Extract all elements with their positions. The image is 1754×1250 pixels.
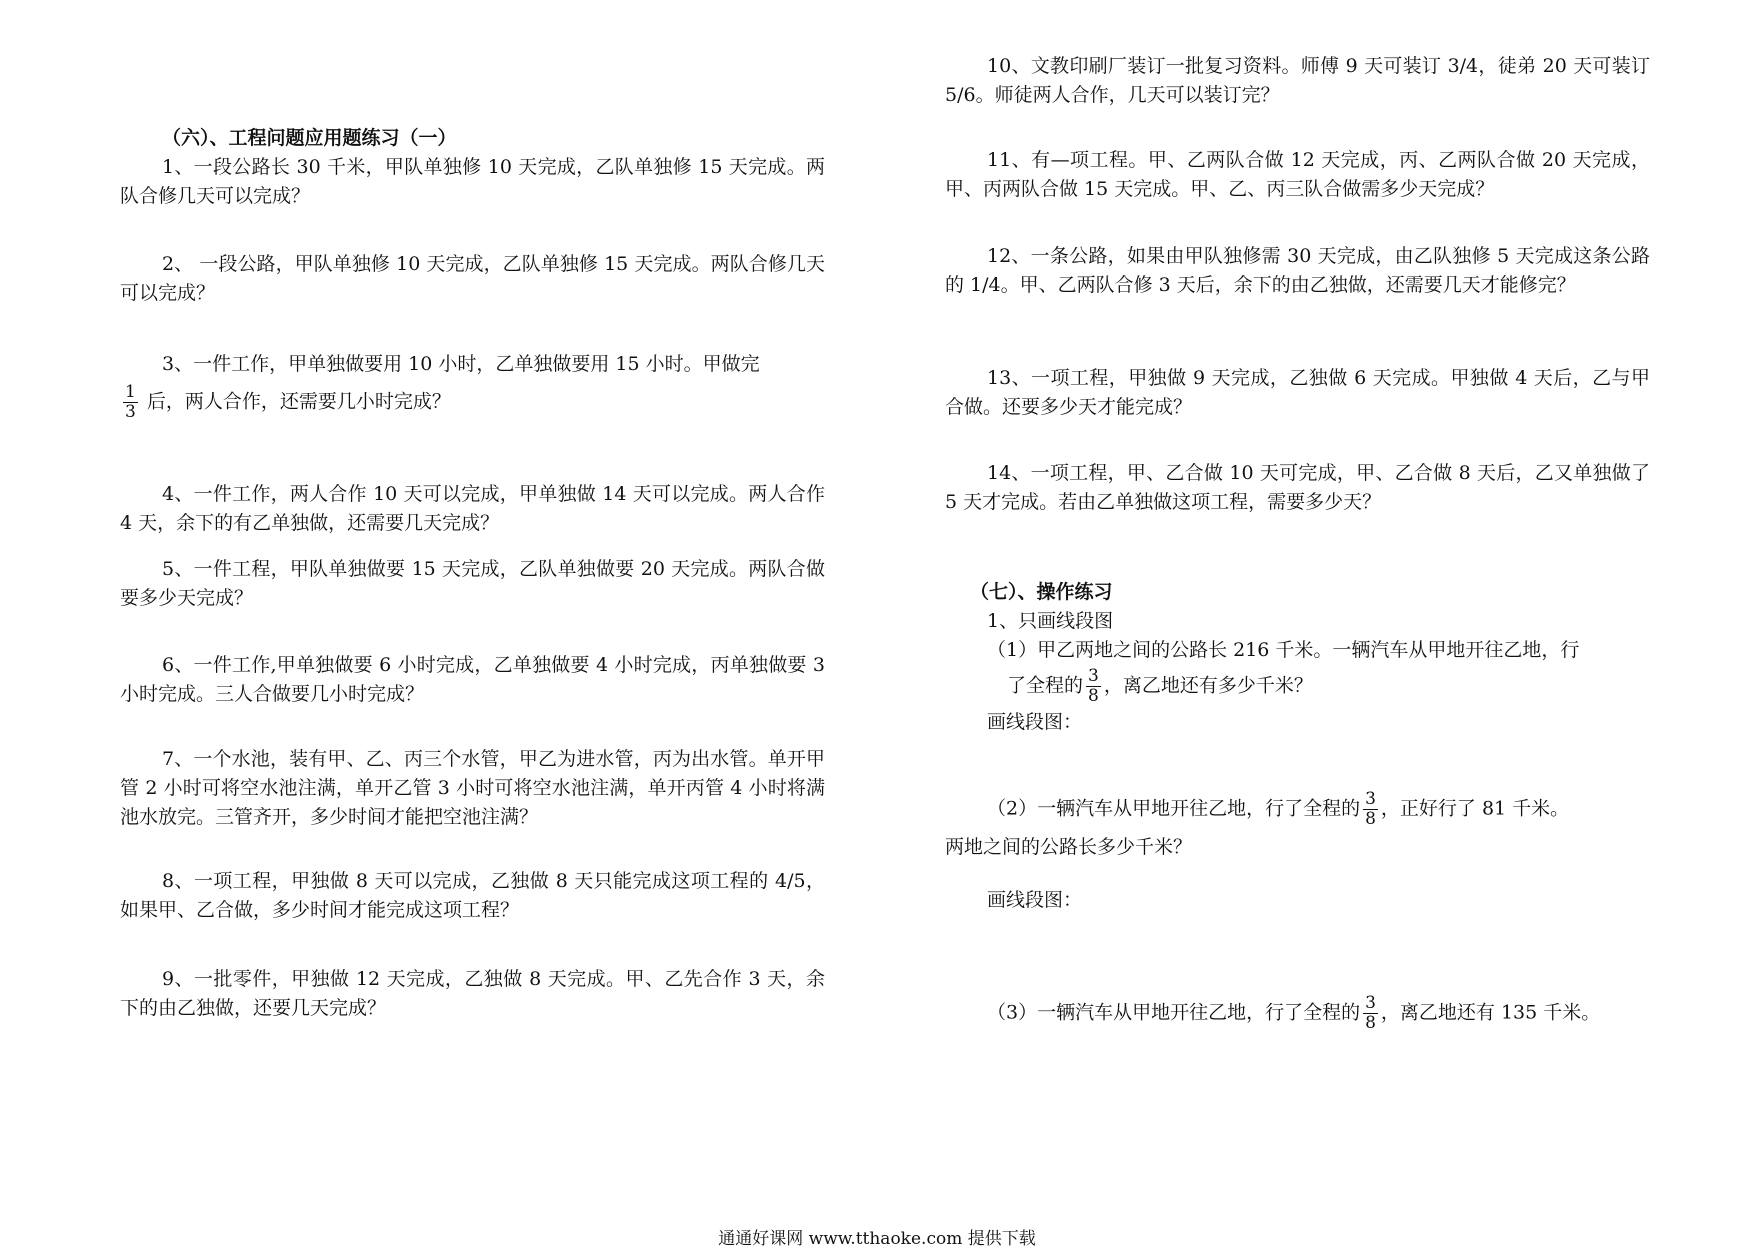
section-six-heading: （六）、工程问题应用题练习（一） [162, 127, 457, 149]
fraction-one-third [123, 383, 138, 422]
question-7: 7、一个水池，装有甲、乙、丙三个水管，甲乙为进水管，丙为出水管。单开甲管 2 小时可将空水池注满，单开乙管 3 小时可将空水池注满，单开丙管 4 小时将满池水放完。三管齐开，多少时间才能把空池注满？ [120, 748, 825, 828]
problem-2-line1 [945, 790, 1650, 829]
draw-diagram-label-1: 画线段图： [987, 711, 1083, 733]
draw-diagram-label-2: 画线段图： [987, 889, 1083, 911]
problem-2-line1-text: （2）一辆汽车从甲地开往乙地，行了全程的 [987, 797, 1361, 820]
section-seven-block [945, 578, 1650, 737]
question-8: 8、一项工程，甲独做 8 天可以完成，乙独做 8 天只能完成这项工程的 4/5，如果甲、乙合做，多少时间才能完成这项工程？ [120, 870, 825, 921]
question-3-line2-text: 后，两人合作，还需要几小时完成？ [140, 390, 451, 413]
problem-3-line1-text: （3）一辆汽车从甲地开往乙地，行了全程的 [987, 1001, 1361, 1024]
section-seven-heading: （七）、操作练习 [970, 581, 1113, 603]
problem-1-line2-tail: ，离乙地还有多少千米？ [1103, 674, 1313, 697]
question-6-block [120, 651, 825, 709]
question-4-block [120, 480, 825, 538]
question-11: 11、有—项工程。甲、乙两队合做 12 天完成，丙、乙两队合做 20 天完成，甲、丙两队合做 15 天完成。甲、乙、丙三队合做需多少天完成？ [945, 149, 1650, 200]
question-10: 10、文教印刷厂装订一批复习资料。师傅 9 天可装订 3/4，徒弟 20 天可装订 5/6。师徒两人合作，几天可以装订完？ [945, 55, 1650, 106]
question-10-block [945, 52, 1650, 110]
question-9: 9、一批零件，甲独做 12 天完成，乙独做 8 天完成。甲、乙先合作 3 天，余下的由乙独做，还要几天完成？ [120, 968, 825, 1019]
question-2: 2、 一段公路，甲队单独修 10 天完成，乙队单独修 15 天完成。两队合修几天可以完成？ [120, 253, 825, 304]
page-footer: 通通好课网 www.tthaoke.com 提供下载 [718, 1229, 1036, 1249]
problem-2-line2: 两地之间的公路长多少千米？ [945, 836, 1193, 858]
problem-2-block [945, 790, 1650, 862]
fraction-numerator: 3 [1365, 993, 1376, 1013]
fraction-numerator: 3 [1088, 666, 1099, 686]
section-six-block [120, 124, 825, 211]
fraction-numerator: 3 [1365, 789, 1376, 809]
problem-1-line2 [945, 667, 1650, 706]
question-7-block [120, 745, 825, 832]
question-3-block [120, 350, 825, 422]
question-4: 4、一件工作，两人合作 10 天可以完成，甲单独做 14 天可以完成。两人合作 4 天，余下的有乙单独做，还需要几天完成？ [120, 483, 825, 534]
problem-3-block [945, 994, 1650, 1033]
question-13: 13、一项工程，甲独做 9 天完成，乙独做 6 天完成。甲独做 4 天后，乙与甲合做。还要多少天才能完成？ [945, 367, 1650, 418]
fraction-three-eighths [1363, 790, 1378, 829]
question-3-line1: 3、一件工作，甲单独做要用 10 小时，乙单独做要用 15 小时。甲做完 [162, 353, 760, 375]
question-14: 14、一项工程，甲、乙合做 10 天可完成，甲、乙合做 8 天后，乙又单独做了 5 天才完成。若由乙单独做这项工程，需要多少天？ [945, 462, 1650, 513]
question-1: 1、一段公路长 30 千米，甲队单独修 10 天完成，乙队单独修 15 天完成。两队合修几天可以完成？ [120, 156, 825, 207]
fraction-three-eighths [1363, 994, 1378, 1033]
question-2-block [120, 250, 825, 308]
question-9-block [120, 965, 825, 1023]
subsection-1-label: 1、只画线段图 [987, 610, 1114, 632]
question-11-block [945, 146, 1650, 204]
problem-1-line2-text: 了全程的 [1007, 674, 1084, 697]
fraction-denominator: 8 [1365, 1013, 1376, 1033]
question-6: 6、一件工作,甲单独做要 6 小时完成，乙单独做要 4 小时完成，丙单独做要 3 小时完成。三人合做要几小时完成？ [120, 654, 825, 705]
fraction-three-eighths [1086, 667, 1101, 706]
question-3-line2 [120, 383, 825, 422]
question-13-block [945, 364, 1650, 422]
question-14-block [945, 459, 1650, 517]
question-12-block [945, 242, 1650, 300]
problem-3-line1 [945, 994, 1650, 1033]
question-5: 5、一件工程，甲队单独做要 15 天完成，乙队单独做要 20 天完成。两队合做要多少天完成？ [120, 558, 825, 609]
question-12: 12、一条公路，如果由甲队独修需 30 天完成，由乙队独修 5 天完成这条公路的 1/4。甲、乙两队合修 3 天后，余下的由乙独做，还需要几天才能修完？ [945, 245, 1650, 296]
fraction-denominator: 3 [125, 402, 136, 422]
problem-1-line1: （1）甲乙两地之间的公路长 216 千米。一辆汽车从甲地开往乙地，行 [987, 639, 1580, 661]
problem-3-line1-tail: ，离乙地还有 135 千米。 [1380, 1001, 1601, 1024]
problem-2-line1-tail: ，正好行了 81 千米。 [1380, 797, 1570, 820]
question-8-block [120, 867, 825, 925]
fraction-numerator: 1 [125, 382, 136, 402]
fraction-denominator: 8 [1365, 809, 1376, 829]
fraction-denominator: 8 [1088, 686, 1099, 706]
question-5-block [120, 555, 825, 613]
draw-diagram-2-block [945, 886, 1650, 915]
